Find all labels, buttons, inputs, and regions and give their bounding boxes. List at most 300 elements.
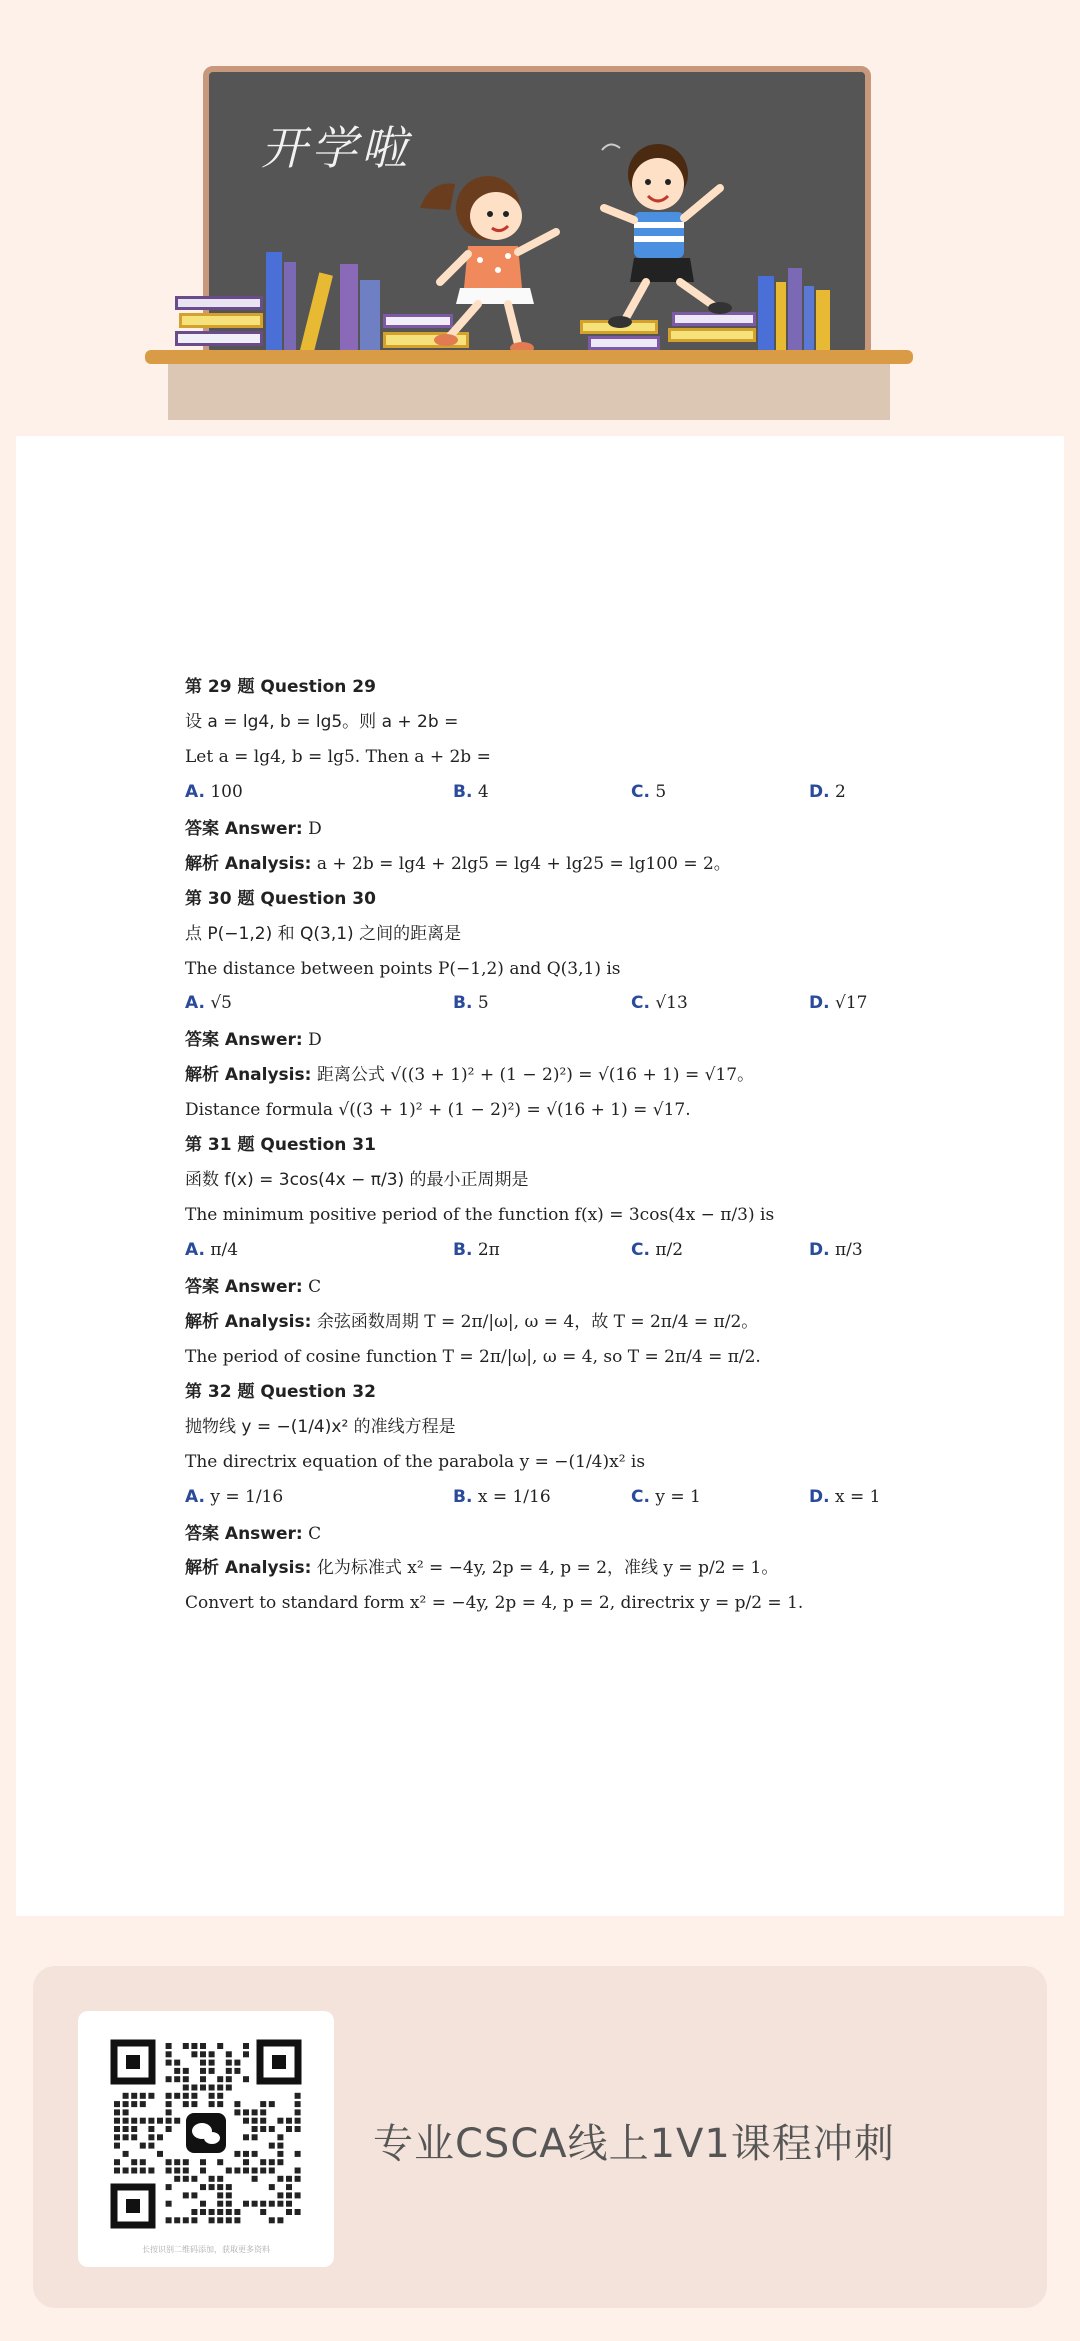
- qr-module: [226, 2192, 232, 2198]
- option-label: A.: [185, 993, 205, 1014]
- answer-key: 答案 Answer:: [185, 818, 303, 839]
- qr-module: [269, 2126, 275, 2132]
- analysis-line: [185, 1557, 905, 1580]
- qr-module: [183, 2168, 189, 2174]
- option-c: [631, 1239, 809, 1262]
- qr-module: [217, 2159, 223, 2165]
- qr-module: [148, 2118, 154, 2124]
- qr-module: [174, 2217, 180, 2223]
- qr-module: [131, 2134, 137, 2140]
- qr-module: [200, 2201, 206, 2207]
- qr-module: [295, 2168, 301, 2174]
- option-text: 2π: [477, 1240, 500, 1260]
- qr-module: [123, 2109, 129, 2115]
- question-text-en: Let a = lg4, b = lg5. Then a + 2b =: [185, 746, 491, 767]
- qr-module: [277, 2151, 283, 2157]
- qr-module: [260, 2201, 266, 2207]
- qr-module: [200, 2060, 206, 2066]
- qr-module: [217, 2101, 223, 2107]
- qr-module: [166, 2051, 172, 2057]
- qr-module: [260, 2109, 266, 2115]
- qr-module: [260, 2168, 266, 2174]
- qr-module: [140, 2159, 146, 2165]
- qr-module: [131, 2168, 137, 2174]
- qr-module: [260, 2209, 266, 2215]
- option-text: √17: [834, 993, 868, 1014]
- qr-module: [209, 2217, 215, 2223]
- option-text: x = 1: [834, 1486, 881, 1507]
- option-c: [631, 992, 809, 1015]
- option-text: 5: [655, 781, 667, 802]
- qr-module: [295, 2109, 301, 2115]
- qr-module: [183, 2192, 189, 2198]
- qr-module: [123, 2168, 129, 2174]
- qr-module: [200, 2085, 206, 2091]
- girl-illustration: [410, 170, 570, 352]
- qr-module: [234, 2209, 240, 2215]
- qr-module: [140, 2093, 146, 2099]
- qr-module: [174, 2159, 180, 2165]
- qr-module: [131, 2093, 137, 2099]
- qr-module: [123, 2151, 129, 2157]
- qr-module: [226, 2051, 232, 2057]
- question-text-zh: 抛物线 y = −(1/4)x² 的准线方程是: [185, 1416, 456, 1437]
- boy-illustration: [590, 136, 740, 336]
- qr-module: [226, 2217, 232, 2223]
- qr-module: [260, 2159, 266, 2165]
- qr-module: [166, 2118, 172, 2124]
- qr-module: [148, 2168, 154, 2174]
- option-text: y = 1: [655, 1486, 701, 1507]
- qr-module: [252, 2109, 258, 2115]
- qr-module: [277, 2217, 283, 2223]
- qr-module: [226, 2209, 232, 2215]
- qr-caption: 长按识别二维码添加，获取更多资料: [142, 2245, 270, 2254]
- analysis-key: 解析 Analysis:: [185, 853, 312, 874]
- option-a: [185, 1486, 453, 1509]
- qr-module: [166, 2201, 172, 2207]
- answer-value: D: [308, 1030, 322, 1051]
- qr-module: [209, 2085, 215, 2091]
- option-text: 100: [210, 781, 243, 802]
- qr-module: [217, 2209, 223, 2215]
- qr-module: [269, 2184, 275, 2190]
- qr-module: [114, 2101, 120, 2107]
- qr-module: [226, 2201, 232, 2207]
- qr-module: [157, 2118, 163, 2124]
- option-label: C.: [631, 781, 650, 802]
- qr-module: [166, 2043, 172, 2049]
- qr-module: [191, 2101, 197, 2107]
- option-text: √13: [655, 993, 688, 1014]
- qr-module: [234, 2101, 240, 2107]
- qr-module: [217, 2085, 223, 2091]
- qr-module: [157, 2151, 163, 2157]
- qr-module: [174, 2176, 180, 2182]
- promo-card: [33, 1966, 1047, 2308]
- qr-module: [252, 2201, 258, 2207]
- qr-module: [183, 2101, 189, 2107]
- qr-module: [269, 2217, 275, 2223]
- qr-module: [140, 2143, 146, 2149]
- qr-module: [234, 2168, 240, 2174]
- options: [185, 992, 905, 1015]
- analysis-text: 余弦函数周期 T = 2π/|ω|, ω = 4，故 T = 2π/4 = π/2。: [316, 1311, 759, 1332]
- qr-module: [166, 2168, 172, 2174]
- qr-module: [209, 2101, 215, 2107]
- book-stack-left: [175, 296, 263, 348]
- qr-module: [286, 2184, 292, 2190]
- wechat-qr-code[interactable]: [78, 2011, 334, 2267]
- qr-module: [183, 2159, 189, 2165]
- qr-module: [243, 2168, 249, 2174]
- qr-module: [243, 2076, 249, 2082]
- qr-module: [295, 2101, 301, 2107]
- qr-module: [295, 2151, 301, 2157]
- qr-module: [148, 2143, 154, 2149]
- qr-module: [286, 2118, 292, 2124]
- option-c: [631, 1486, 809, 1509]
- answer-line: [185, 1029, 905, 1052]
- answer-key: 答案 Answer:: [185, 1523, 303, 1544]
- qr-code-icon: [78, 2021, 334, 2241]
- qr-module: [140, 2168, 146, 2174]
- qr-module: [131, 2126, 137, 2132]
- qr-module: [166, 2093, 172, 2099]
- qr-module: [166, 2126, 172, 2132]
- qr-module: [243, 2201, 249, 2207]
- qr-module: [234, 2109, 240, 2115]
- qr-module: [217, 2201, 223, 2207]
- option-label: A.: [185, 1486, 205, 1507]
- qr-module: [252, 2126, 258, 2132]
- option-label: D.: [809, 1486, 830, 1507]
- qr-module: [286, 2209, 292, 2215]
- qr-module: [123, 2101, 129, 2107]
- qr-module: [234, 2060, 240, 2066]
- option-label: D.: [809, 993, 830, 1014]
- option-d: [809, 1239, 863, 1262]
- question-text-zh: 函数 f(x) = 3cos(4x − π/3) 的最小正周期是: [185, 1170, 529, 1191]
- qr-module: [226, 2168, 232, 2174]
- qr-module: [209, 2184, 215, 2190]
- qr-module: [277, 2134, 283, 2140]
- qr-module: [260, 2118, 266, 2124]
- answer-value: C: [308, 1523, 322, 1544]
- qr-module: [174, 2076, 180, 2082]
- qr-module: [217, 2076, 223, 2082]
- qr-module: [114, 2118, 120, 2124]
- answer-line: [185, 1523, 905, 1546]
- question-title: 第 32 题 Question 32: [185, 1381, 376, 1402]
- qr-module: [174, 2068, 180, 2074]
- qr-module: [174, 2168, 180, 2174]
- analysis-text: 化为标准式 x² = −4y, 2p = 4, p = 2，准线 y = p/2 = 1。: [316, 1558, 779, 1579]
- qr-module: [295, 2118, 301, 2124]
- option-b: [453, 992, 631, 1015]
- qr-module: [157, 2134, 163, 2140]
- qr-module: [123, 2093, 129, 2099]
- qr-module: [277, 2176, 283, 2182]
- qr-module: [140, 2101, 146, 2107]
- qr-module: [209, 2060, 215, 2066]
- option-a: [185, 781, 453, 804]
- qr-module: [295, 2209, 301, 2215]
- qr-module: [131, 2101, 137, 2107]
- qr-module: [200, 2159, 206, 2165]
- qr-module: [114, 2159, 120, 2165]
- promo-slogan: 专业CSCA线上1V1课程冲刺: [373, 2121, 895, 2167]
- qr-module: [269, 2143, 275, 2149]
- qr-module: [277, 2143, 283, 2149]
- qr-module: [114, 2168, 120, 2174]
- qr-module: [191, 2085, 197, 2091]
- answer-line: [185, 818, 905, 841]
- qr-module: [286, 2126, 292, 2132]
- option-label: C.: [631, 993, 650, 1014]
- question-29: [185, 676, 905, 876]
- qr-module: [166, 2184, 172, 2190]
- qr-module: [277, 2159, 283, 2165]
- option-d: [809, 781, 846, 804]
- qr-module: [174, 2093, 180, 2099]
- book-row-right: [758, 268, 828, 350]
- question-title: 第 31 题 Question 31: [185, 1135, 376, 1156]
- qr-module: [226, 2068, 232, 2074]
- option-d: [809, 992, 867, 1015]
- qr-module: [166, 2076, 172, 2082]
- analysis-text-en: Distance formula √((3 + 1)² + (1 − 2)²) = √(16 + 1) = √17.: [185, 1100, 691, 1121]
- qr-module: [200, 2168, 206, 2174]
- qr-module: [166, 2101, 172, 2107]
- answer-line: [185, 1276, 905, 1299]
- question-32: [185, 1381, 905, 1616]
- qr-module: [260, 2101, 266, 2107]
- qr-module: [286, 2176, 292, 2182]
- qr-module: [123, 2126, 129, 2132]
- qr-module: [114, 2143, 120, 2149]
- qr-module: [269, 2159, 275, 2165]
- qr-module: [148, 2126, 154, 2132]
- analysis-text-en: Convert to standard form x² = −4y, 2p = 4, p = 2, directrix y = p/2 = 1.: [185, 1593, 804, 1614]
- qr-module: [166, 2109, 172, 2115]
- qr-module: [209, 2051, 215, 2057]
- option-label: D.: [809, 781, 830, 802]
- option-label: C.: [631, 1486, 650, 1507]
- answer-key: 答案 Answer:: [185, 1276, 303, 1297]
- qr-module: [148, 2134, 154, 2140]
- answer-value: D: [308, 818, 322, 839]
- qr-module: [269, 2168, 275, 2174]
- option-label: B.: [453, 993, 473, 1014]
- qr-module: [234, 2217, 240, 2223]
- analysis-key: 解析 Analysis:: [185, 1558, 312, 1579]
- qr-module: [166, 2159, 172, 2165]
- option-text: y = 1/16: [210, 1486, 284, 1507]
- option-label: B.: [453, 781, 473, 802]
- option-text: 5: [477, 993, 489, 1014]
- option-text: π/3: [834, 1240, 863, 1260]
- board-title: 开学啦: [261, 121, 411, 175]
- qr-module: [277, 2201, 283, 2207]
- question-30: [185, 888, 905, 1123]
- qr-module: [166, 2217, 172, 2223]
- qr-module: [295, 2192, 301, 2198]
- qr-module: [200, 2076, 206, 2082]
- qr-module: [131, 2118, 137, 2124]
- option-label: C.: [631, 1240, 650, 1260]
- question-title: 第 30 题 Question 30: [185, 888, 376, 909]
- qr-module: [114, 2134, 120, 2140]
- options: [185, 1239, 905, 1262]
- qr-module: [243, 2159, 249, 2165]
- qr-module: [226, 2184, 232, 2190]
- qr-module: [217, 2217, 223, 2223]
- qr-module: [148, 2093, 154, 2099]
- qr-module: [243, 2118, 249, 2124]
- analysis-text-en: The period of cosine function T = 2π/|ω|, ω = 4, so T = 2π/4 = π/2.: [185, 1346, 761, 1367]
- options: [185, 781, 905, 804]
- option-label: A.: [185, 781, 205, 802]
- qr-module: [295, 2126, 301, 2132]
- qr-module: [243, 2151, 249, 2157]
- qr-module: [277, 2192, 283, 2198]
- qr-module: [286, 2192, 292, 2198]
- qr-module: [191, 2209, 197, 2215]
- qr-module: [191, 2217, 197, 2223]
- qr-module: [217, 2043, 223, 2049]
- question-31: [185, 1134, 905, 1369]
- qr-module: [209, 2068, 215, 2074]
- qr-module: [123, 2134, 129, 2140]
- analysis-line: [185, 1064, 905, 1087]
- qr-module: [252, 2134, 258, 2140]
- qr-module: [183, 2093, 189, 2099]
- qr-module: [226, 2076, 232, 2082]
- analysis-key: 解析 Analysis:: [185, 1311, 312, 1332]
- qr-module: [123, 2118, 129, 2124]
- option-b: [453, 781, 631, 804]
- qr-module: [114, 2126, 120, 2132]
- qr-module: [183, 2068, 189, 2074]
- qr-module: [114, 2109, 120, 2115]
- qr-module: [252, 2118, 258, 2124]
- question-list: [185, 676, 905, 1627]
- qr-module: [226, 2085, 232, 2091]
- qr-module: [209, 2093, 215, 2099]
- qr-module: [269, 2201, 275, 2207]
- question-text-en: The directrix equation of the parabola y = −(1/4)x² is: [185, 1451, 646, 1472]
- qr-module: [140, 2118, 146, 2124]
- qr-module: [183, 2176, 189, 2182]
- question-text-en: The minimum positive period of the function f(x) = 3cos(4x − π/3) is: [185, 1205, 775, 1226]
- qr-module: [243, 2051, 249, 2057]
- option-a: [185, 992, 453, 1015]
- option-label: B.: [453, 1240, 473, 1260]
- analysis-text: a + 2b = lg4 + 2lg5 = lg4 + lg25 = lg100 = 2。: [316, 853, 731, 874]
- option-label: B.: [453, 1486, 473, 1507]
- qr-module: [234, 2068, 240, 2074]
- qr-module: [252, 2176, 258, 2182]
- shelf: [145, 350, 913, 364]
- qr-module: [191, 2093, 197, 2099]
- qr-module: [295, 2093, 301, 2099]
- option-text: π/2: [655, 1240, 684, 1260]
- option-text: 2: [834, 781, 846, 802]
- qr-module: [217, 2184, 223, 2190]
- question-text-zh: 设 a = lg4, b = lg5。则 a + 2b =: [185, 711, 459, 732]
- analysis-line: [185, 853, 905, 876]
- qr-module: [183, 2217, 189, 2223]
- option-b: [453, 1239, 631, 1262]
- qr-module: [174, 2118, 180, 2124]
- qr-module: [295, 2176, 301, 2182]
- qr-module: [183, 2043, 189, 2049]
- qr-module: [209, 2209, 215, 2215]
- qr-module: [217, 2176, 223, 2182]
- question-text-en: The distance between points P(−1,2) and Q(3,1) is: [185, 958, 621, 979]
- qr-module: [166, 2060, 172, 2066]
- option-text: 4: [477, 781, 489, 802]
- question-title: 第 29 题 Question 29: [185, 677, 376, 697]
- qr-module: [200, 2051, 206, 2057]
- qr-module: [191, 2051, 197, 2057]
- option-label: A.: [185, 1240, 205, 1260]
- qr-module: [131, 2159, 137, 2165]
- qr-module: [209, 2176, 215, 2182]
- qr-module: [191, 2043, 197, 2049]
- qr-module: [252, 2168, 258, 2174]
- qr-module: [191, 2176, 197, 2182]
- banner-illustration: [0, 0, 1080, 420]
- qr-module: [200, 2209, 206, 2215]
- qr-module: [269, 2101, 275, 2107]
- qr-module: [260, 2126, 266, 2132]
- option-d: [809, 1486, 880, 1509]
- question-text-zh: 点 P(−1,2) 和 Q(3,1) 之间的距离是: [185, 923, 462, 944]
- qr-module: [217, 2192, 223, 2198]
- analysis-key: 解析 Analysis:: [185, 1065, 312, 1086]
- option-text: x = 1/16: [477, 1486, 551, 1507]
- analysis-text: 距离公式 √((3 + 1)² + (1 − 2)²) = √(16 + 1) = √17。: [316, 1065, 755, 1086]
- option-text: √5: [210, 993, 232, 1014]
- qr-module: [277, 2118, 283, 2124]
- qr-module: [243, 2109, 249, 2115]
- book-row-left: [266, 252, 382, 350]
- qr-module: [217, 2093, 223, 2099]
- qr-module: [234, 2151, 240, 2157]
- qr-module: [191, 2192, 197, 2198]
- qr-module: [252, 2151, 258, 2157]
- qr-module: [200, 2068, 206, 2074]
- option-b: [453, 1486, 631, 1509]
- qr-module: [183, 2076, 189, 2082]
- qr-module: [200, 2043, 206, 2049]
- qr-module: [200, 2184, 206, 2190]
- qr-module: [174, 2060, 180, 2066]
- option-c: [631, 781, 809, 804]
- qr-module: [226, 2060, 232, 2066]
- option-a: [185, 1239, 453, 1262]
- answer-key: 答案 Answer:: [185, 1030, 303, 1051]
- qr-module: [243, 2134, 249, 2140]
- qr-module: [243, 2043, 249, 2049]
- options: [185, 1486, 905, 1509]
- analysis-line: [185, 1311, 905, 1334]
- answer-value: C: [308, 1276, 322, 1297]
- qr-module: [286, 2201, 292, 2207]
- option-label: D.: [809, 1240, 830, 1260]
